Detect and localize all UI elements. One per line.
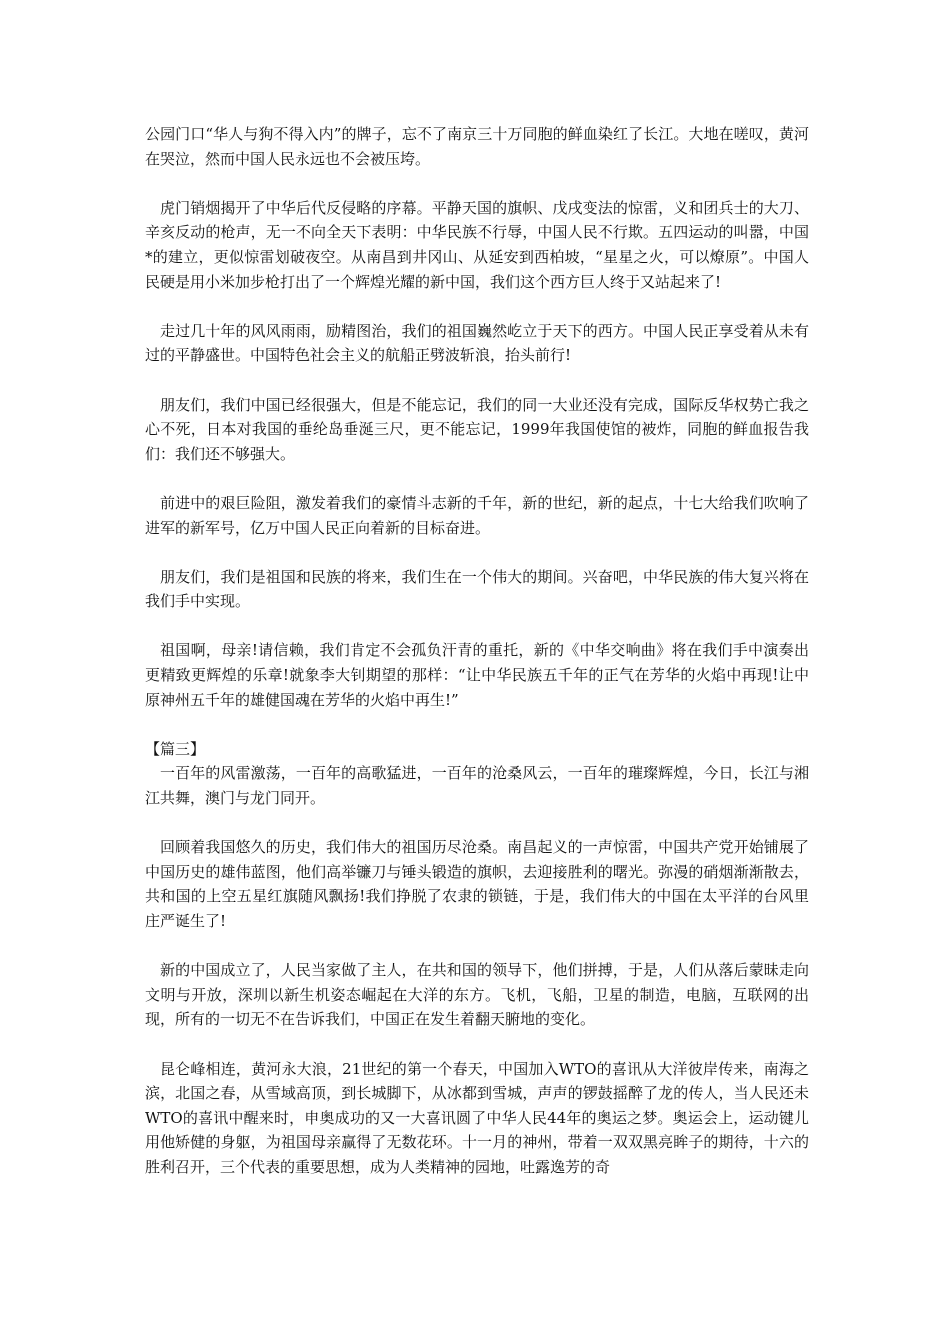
paragraph: 朋友们，我们中国已经很强大，但是不能忘记，我们的同一大业还没有完成，国际反华权势亡我之心不死，日本对我国的垂纶岛垂涎三尺，更不能忘记，1999年我国使馆的被炸，同胞的鲜血报告我们：我们还不够强大。: [145, 395, 809, 463]
paragraph: 朋友们，我们是祖国和民族的将来，我们生在一个伟大的期间。兴奋吧，中华民族的伟大复兴将在我们手中实现。: [145, 567, 809, 611]
section-heading: 【篇三】: [145, 739, 206, 758]
paragraph: 一百年的风雷激荡，一百年的高歌猛进，一百年的沧桑风云，一百年的璀璨辉煌，今日，长江与湘江共舞，澳门与龙门同开。: [145, 764, 809, 808]
paragraph: 前进中的艰巨险阻，激发着我们的豪情斗志新的千年，新的世纪，新的起点，十七大给我们吹响了进军的新军号，亿万中国人民正向着新的目标奋进。: [145, 493, 809, 537]
paragraph: 回顾着我国悠久的历史，我们伟大的祖国历尽沧桑。南昌起义的一声惊雷，中国共产党开始铺展了中国历史的雄伟蓝图，他们高举镰刀与锤头锻造的旗帜，去迎接胜利的曙光。弥漫的硝烟渐渐散去，共和国的上空五星红旗随风飘扬!我们挣脱了农隶的锁链，于是，我们伟大的中国在太平洋的台风里庄严诞生了!: [145, 838, 809, 930]
paragraph: 走过几十年的风风雨雨，励精图治，我们的祖国巍然屹立于天下的西方。中国人民正享受着从未有过的平静盛世。中国特色社会主义的航船正劈波斩浪，抬头前行!: [145, 321, 809, 365]
paragraph: 祖国啊，母亲!请信赖，我们肯定不会孤负汗青的重托，新的《中华交响曲》将在我们手中演奏出更精致更辉煌的乐章!就象李大钊期望的那样：“让中华民族五千年的正气在芳华的火焰中再现!让中原神州五千年的雄健国魂在芳华的火焰中再生!”: [145, 641, 809, 709]
document-page: [145, 122, 809, 1204]
paragraph: 昆仑峰相连，黄河永大浪，21世纪的第一个春天，中国加入WTO的喜讯从大洋彼岸传来，南海之滨，北国之春，从雪域高顶，到长城脚下，从冰都到雪城，声声的锣鼓摇醉了龙的传人，当人民还未WTO的喜讯中醒来时，申奥成功的又一大喜讯圆了中华人民44年的奥运之梦。奥运会上，运动键儿用他矫健的身躯，为祖国母亲赢得了无数花环。十一月的神州，带着一双双黑亮眸子的期待，十六的胜利召开，三个代表的重要思想，成为人类精神的园地，吐露逸芳的奇: [145, 1059, 809, 1176]
paragraph: 公园门口“华人与狗不得入内”的牌子，忘不了南京三十万同胞的鲜血染红了长江。大地在嗟叹，黄河在哭泣，然而中国人民永远也不会被压垮。: [145, 125, 809, 168]
paragraph: 新的中国成立了，人民当家做了主人，在共和国的领导下，他们拼搏，于是，人们从落后蒙昧走向文明与开放，深圳以新生机姿态崛起在大洋的东方。飞机，飞船，卫星的制造，电脑，互联网的出现，所有的一切无不在告诉我们，中国正在发生着翻天腑地的变化。: [145, 961, 809, 1029]
paragraph: 虎门销烟揭开了中华后代反侵略的序幕。平静天国的旗帜、戊戌变法的惊雷，义和团兵士的大刀、辛亥反动的枪声，无一不向全天下表明：中华民族不行辱，中国人民不行欺。五四运动的叫嚣，中国*的建立，更似惊雷划破夜空。从南昌到井冈山、从延安到西柏坡，“星星之火，可以燎原”。中国人民硬是用小米加步枪打出了一个辉煌光耀的新中国，我们这个西方巨人终于又站起来了!: [145, 198, 809, 291]
